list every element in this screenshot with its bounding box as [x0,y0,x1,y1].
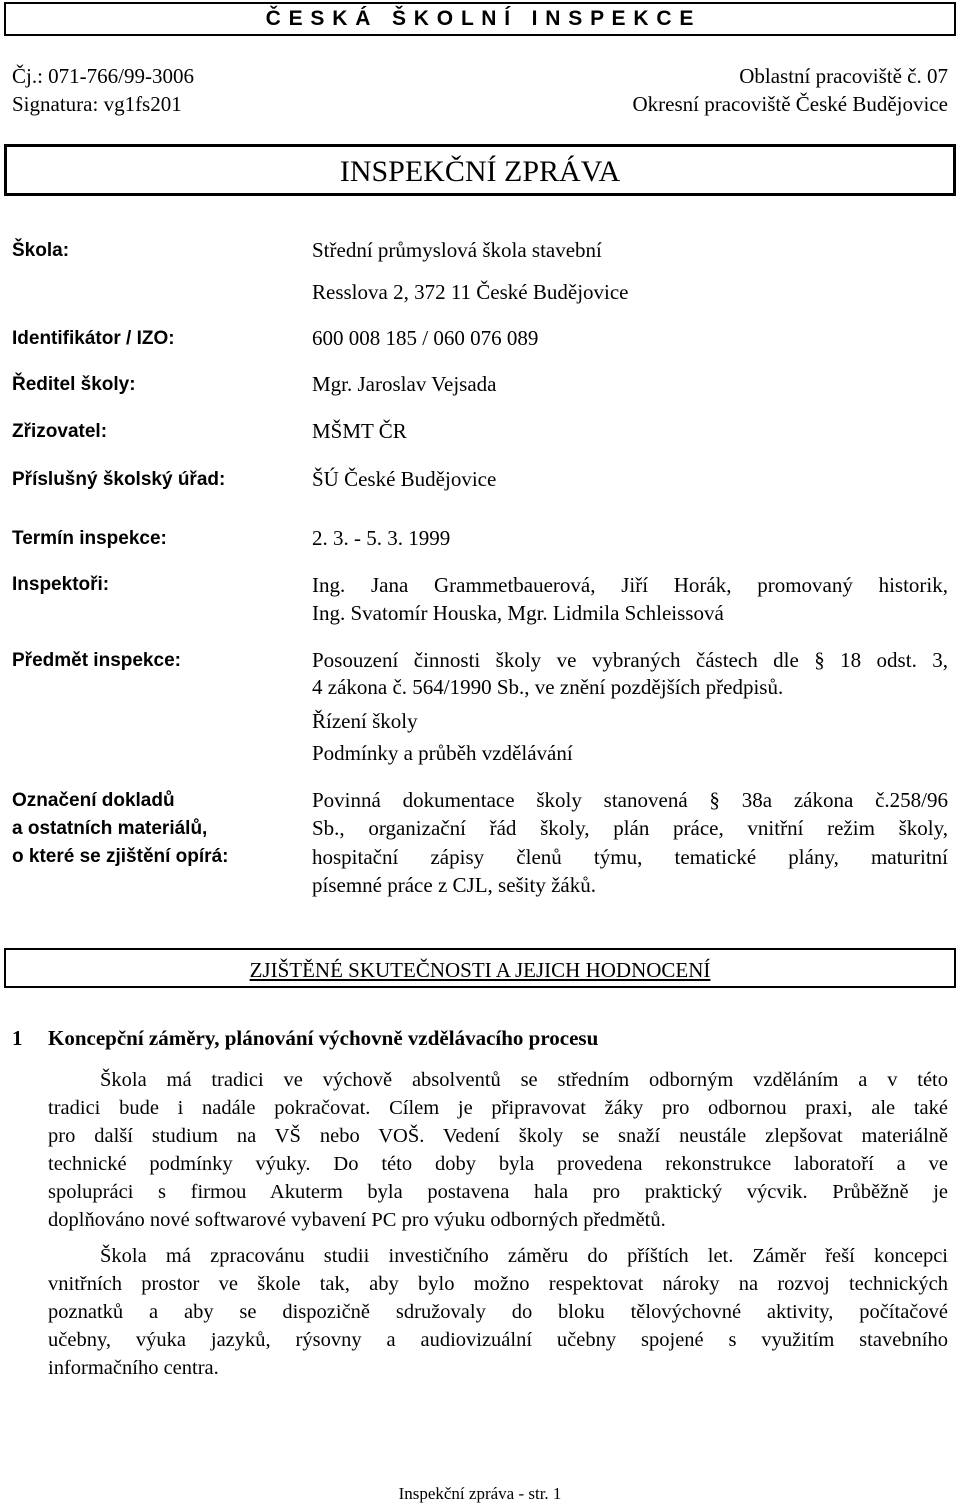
oznaceni-line-3: hospitační zápisy členů týmu, tematické plány, maturitní [312,845,948,869]
paragraph-line: Škola má tradici ve výchově absolventů se středním odborným vzděláním a v této [100,1069,948,1091]
section-title: Koncepční záměry, plánování výchovně vzdělávacího procesu [48,1026,599,1050]
paragraph-line: doplňováno nové softwarové vybavení PC pro výuku odborných předmětů. [48,1209,666,1231]
page-footer: Inspekční zpráva - str. 1 [398,1484,562,1503]
paragraph-line: učebny, výuka jazyků, rýsovny a audiovizuální učebny spojené s využitím stavebního [48,1329,948,1351]
oznaceni-line-2: Sb., organizační řád školy, plán práce, vnitřní režim školy, [312,816,948,840]
findings-header-box [4,948,956,988]
predmet-line-1: Posouzení činnosti školy ve vybraných částech dle § 18 odst. 3, [312,648,948,672]
paragraph-line: vnitřních prostor ve škole tak, aby bylo možno respektovat nároky na rozvoj technických [48,1273,948,1295]
zrizovatel-label: Zřizovatel: [12,421,108,442]
zrizovatel-value: MŠMT ČR [312,419,407,443]
oznaceni-label-2: a ostatních materiálů, [12,818,208,839]
oznaceni-line-4: písemné práce z CJL, sešity žáků. [312,873,596,897]
predmet-line-3: Řízení školy [312,709,418,733]
okresni-pracoviste: Okresní pracoviště České Budějovice [632,92,948,116]
reditel-label: Ředitel školy: [12,374,136,395]
signatura: Signatura: vg1fs201 [12,92,182,116]
institution-banner [4,2,956,36]
predmet-line-2: 4 zákona č. 564/1990 Sb., ve znění pozdějších předpisů. [312,675,784,699]
oznaceni-line-1: Povinná dokumentace školy stanovená § 38a zákona č.258/96 [312,788,948,812]
predmet-line-4: Podmínky a průběh vzdělávání [312,741,573,765]
paragraph-line: poznatků a aby se dispozičně sdružovaly do bloku tělovýchovné aktivity, počítačové [48,1301,948,1323]
paragraph-line: technické podmínky výuky. Do této doby byla provedena rekonstrukce laboratoří a ve [48,1153,948,1175]
urad-label: Příslušný školský úřad: [12,469,226,490]
report-title-box [4,144,956,196]
section-number: 1 [12,1026,23,1050]
findings-header: ZJIŠTĚNÉ SKUTEČNOSTI A JEJICH HODNOCENÍ [249,958,711,982]
paragraph-line: Škola má zpracovánu studii investičního záměru do příštích let. Záměr řeší koncepci [100,1245,948,1267]
skola-name: Střední průmyslová škola stavební [312,238,602,262]
skola-address: Resslova 2, 372 11 České Budějovice [312,280,629,304]
izo-value: 600 008 185 / 060 076 089 [312,326,539,350]
section-paragraph-2 [48,1242,948,1382]
paragraph-line: tradici bude i nadále pokračovat. Cílem je připravovat žáky pro odbornou praxi, ale také [48,1097,948,1119]
termin-label: Termín inspekce: [12,528,167,549]
izo-label: Identifikátor / IZO: [12,328,175,349]
reditel-value: Mgr. Jaroslav Vejsada [312,372,497,396]
paragraph-line: informačního centra. [48,1357,219,1379]
paragraph-line: spolupráci s firmou Akuterm byla postavena hala pro praktický výcvik. Průběžně je [48,1181,948,1203]
section-paragraph-1 [48,1066,948,1234]
inspektori-line-1: Ing. Jana Grammetbauerová, Jiří Horák, promovaný historik, [312,573,948,597]
oznaceni-label-1: Označení dokladů [12,790,175,811]
paragraph-line: pro další studium na VŠ nebo VOŠ. Vedení školy se snaží neustále zlepšovat materiálně [48,1125,948,1147]
skola-label: Škola: [12,240,70,261]
institution-title: Č E S K Á Š K O L N Í I N S P E K C E [265,7,695,30]
termin-value: 2. 3. - 5. 3. 1999 [312,526,451,550]
predmet-label: Předmět inspekce: [12,650,181,671]
inspektori-line-2: Ing. Svatomír Houska, Mgr. Lidmila Schleissová [312,601,724,625]
cj-number: Čj.: 071-766/99-3006 [12,64,194,88]
oznaceni-label-3: o které se zjištění opírá: [12,846,229,867]
urad-value: ŠÚ České Budějovice [312,467,497,491]
inspektori-label: Inspektoři: [12,574,110,595]
oblastni-pracoviste: Oblastní pracoviště č. 07 [739,64,948,88]
report-title: INSPEKČNÍ ZPRÁVA [339,155,621,188]
